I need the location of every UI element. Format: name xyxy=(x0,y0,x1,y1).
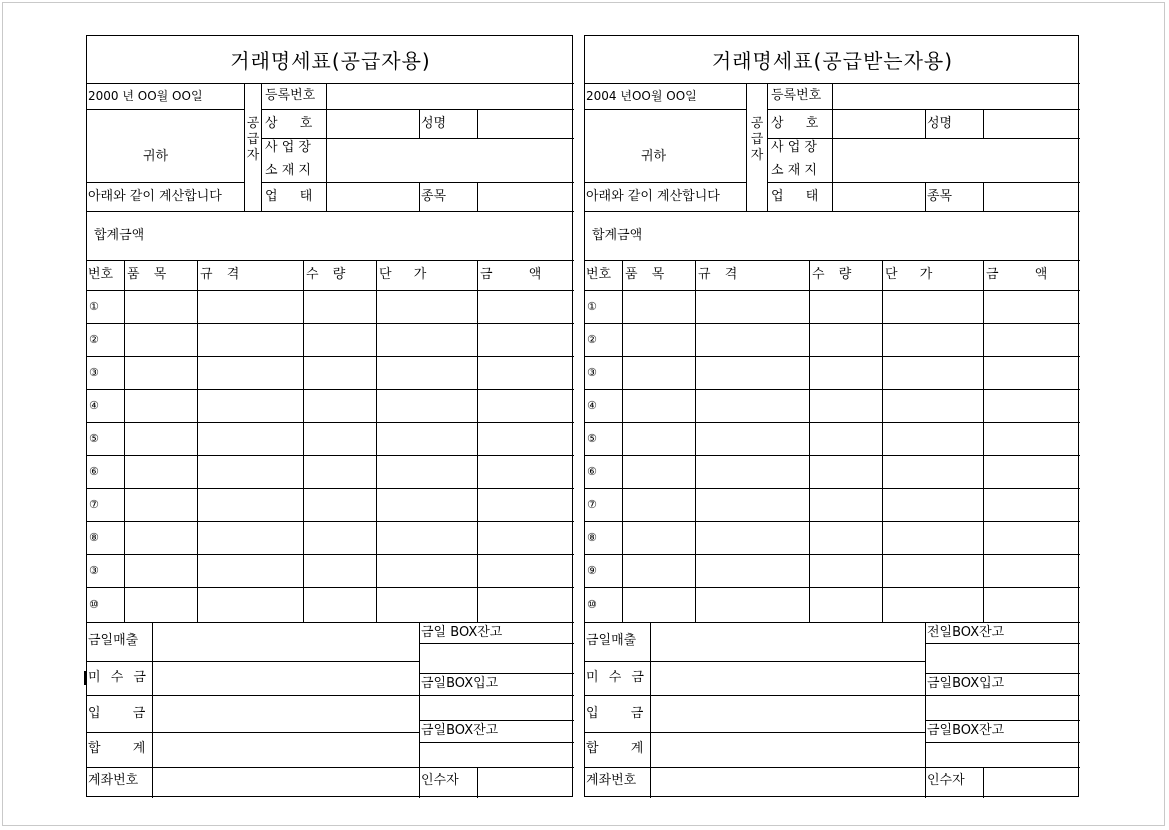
box-balance-today-label: 금일BOX잔고 xyxy=(927,723,1005,738)
receiver-label: 인수자 xyxy=(421,773,459,788)
column-header-spec: 규 격 xyxy=(200,267,245,282)
account-no-label: 계좌번호 xyxy=(586,773,637,788)
row-number: ③ xyxy=(89,564,99,577)
form-title: 거래명세표(공급받는자용) xyxy=(711,49,954,73)
divider xyxy=(585,455,1080,456)
box-in-label: 금일BOX입고 xyxy=(927,676,1005,691)
divider xyxy=(87,422,574,423)
divider xyxy=(87,488,574,489)
row-number: ⑦ xyxy=(89,498,99,511)
row-number: ⑩ xyxy=(89,598,99,611)
divider xyxy=(622,260,623,622)
divider xyxy=(87,695,419,696)
item-label: 종목 xyxy=(927,189,953,204)
row-number: ④ xyxy=(89,399,99,412)
column-header-no: 번호 xyxy=(586,267,612,282)
column-header-amount: 금 액 xyxy=(986,267,1064,282)
name-label: 성명 xyxy=(927,116,953,131)
receivable-label: 미 수 금 xyxy=(88,670,149,685)
divider xyxy=(87,109,244,110)
divider xyxy=(303,260,304,622)
column-header-no: 번호 xyxy=(88,267,114,282)
row-number: ⑩ xyxy=(587,598,597,611)
divider xyxy=(376,260,377,622)
total-amount-label: 합계금액 xyxy=(592,228,643,243)
divider xyxy=(87,290,574,291)
divider xyxy=(419,182,420,211)
divider xyxy=(87,622,574,623)
name-label: 성명 xyxy=(421,116,447,131)
divider xyxy=(87,83,574,84)
box-balance-prev-label: 전일BOX잔고 xyxy=(927,625,1005,640)
row-number: ④ xyxy=(587,399,597,412)
company-label: 상 호 xyxy=(265,116,322,131)
divider xyxy=(925,673,1080,674)
divider xyxy=(419,673,574,674)
date-text: 2004 년OO월 OO일 xyxy=(586,89,697,103)
divider xyxy=(326,83,327,211)
divider xyxy=(925,695,1080,696)
statement-text: 아래와 같이 계산합니다 xyxy=(586,189,720,204)
box-balance-today-label: 금일BOX잔고 xyxy=(421,723,499,738)
sum-label: 합 계 xyxy=(586,741,658,756)
divider xyxy=(767,182,1080,183)
divider xyxy=(585,356,1080,357)
column-header-item: 품 목 xyxy=(625,267,670,282)
total-amount-label: 합계금액 xyxy=(94,228,145,243)
divider xyxy=(419,742,574,743)
divider xyxy=(197,260,198,622)
divider xyxy=(261,182,574,183)
column-header-amount: 금 액 xyxy=(480,267,558,282)
divider xyxy=(585,767,1080,768)
divider xyxy=(585,521,1080,522)
form-title: 거래명세표(공급자용) xyxy=(230,49,431,73)
receiver-label: 인수자 xyxy=(927,773,965,788)
account-no-label: 계좌번호 xyxy=(88,773,139,788)
address-label-2: 소 재 지 xyxy=(771,163,817,178)
row-number: ⑥ xyxy=(89,465,99,478)
divider xyxy=(585,422,1080,423)
divider xyxy=(87,323,574,324)
divider xyxy=(261,138,574,139)
divider xyxy=(983,182,984,211)
divider xyxy=(585,695,925,696)
divider xyxy=(419,622,420,798)
statement-supplier-copy xyxy=(86,35,573,797)
divider xyxy=(419,109,420,138)
reg-no-label: 등록번호 xyxy=(771,88,822,103)
divider xyxy=(983,260,984,622)
divider xyxy=(767,109,1080,110)
sum-label: 합 계 xyxy=(88,741,160,756)
divider xyxy=(477,767,478,798)
address-label-2: 소 재 지 xyxy=(265,163,311,178)
divider xyxy=(261,83,262,211)
divider xyxy=(87,767,574,768)
row-number: ⑤ xyxy=(587,432,597,445)
box-balance-label: 금일 BOX잔고 xyxy=(421,625,503,640)
row-number: ① xyxy=(587,300,597,313)
divider xyxy=(87,389,574,390)
date-text: 2000 년 OO월 OO일 xyxy=(88,89,203,103)
statement-text: 아래와 같이 계산합니다 xyxy=(88,189,222,204)
divider xyxy=(585,587,1080,588)
divider xyxy=(87,260,574,261)
divider xyxy=(585,488,1080,489)
divider xyxy=(585,182,746,183)
divider xyxy=(809,260,810,622)
divider xyxy=(983,767,984,798)
divider xyxy=(983,109,984,138)
business-type-label: 업 태 xyxy=(771,189,828,204)
box-in-label: 금일BOX입고 xyxy=(421,676,499,691)
receivable-label: 미 수 금 xyxy=(586,670,647,685)
divider xyxy=(585,622,1080,623)
supplier-label: 공 급 자 xyxy=(750,116,764,163)
divider xyxy=(585,661,925,662)
divider xyxy=(124,260,125,622)
row-number: ② xyxy=(89,333,99,346)
divider xyxy=(87,587,574,588)
divider xyxy=(925,720,1080,721)
divider xyxy=(585,109,746,110)
row-number: ⑧ xyxy=(89,531,99,544)
divider xyxy=(585,389,1080,390)
divider xyxy=(261,109,574,110)
divider xyxy=(87,211,574,212)
reg-no-label: 등록번호 xyxy=(265,88,316,103)
divider xyxy=(695,260,696,622)
divider xyxy=(87,182,244,183)
company-label: 상 호 xyxy=(771,116,828,131)
divider xyxy=(477,260,478,622)
divider xyxy=(585,290,1080,291)
divider xyxy=(419,695,574,696)
today-sales-label: 금일매출 xyxy=(586,633,637,648)
deposit-label: 입 금 xyxy=(88,706,160,721)
divider xyxy=(585,211,1080,212)
row-number: ② xyxy=(587,333,597,346)
row-number: ⑦ xyxy=(587,498,597,511)
divider xyxy=(925,643,1080,644)
divider xyxy=(925,622,926,798)
row-number: ⑧ xyxy=(587,531,597,544)
divider xyxy=(832,83,833,211)
divider xyxy=(87,521,574,522)
divider xyxy=(585,554,1080,555)
address-label-1: 사 업 장 xyxy=(771,140,817,155)
row-number: ⑥ xyxy=(587,465,597,478)
statement-receiver-copy xyxy=(584,35,1079,797)
column-header-price: 단 가 xyxy=(885,267,942,282)
column-header-item: 품 목 xyxy=(127,267,172,282)
divider xyxy=(419,643,574,644)
divider xyxy=(925,182,926,211)
row-number: ① xyxy=(89,300,99,313)
recipient-suffix: 귀하 xyxy=(641,149,667,164)
divider xyxy=(767,83,768,211)
today-sales-label: 금일매출 xyxy=(88,633,139,648)
divider xyxy=(585,323,1080,324)
business-type-label: 업 태 xyxy=(265,189,322,204)
divider xyxy=(585,732,925,733)
divider xyxy=(87,455,574,456)
column-header-spec: 규 격 xyxy=(698,267,743,282)
deposit-label: 입 금 xyxy=(586,706,658,721)
row-number: ③ xyxy=(89,366,99,379)
recipient-suffix: 귀하 xyxy=(143,149,169,164)
divider xyxy=(87,732,419,733)
divider xyxy=(477,109,478,138)
divider xyxy=(767,138,1080,139)
divider xyxy=(585,260,1080,261)
divider xyxy=(925,109,926,138)
column-header-qty: 수 량 xyxy=(812,267,857,282)
divider xyxy=(882,260,883,622)
divider xyxy=(87,356,574,357)
divider xyxy=(477,182,478,211)
divider xyxy=(87,554,574,555)
divider xyxy=(87,661,419,662)
column-header-price: 단 가 xyxy=(379,267,436,282)
divider xyxy=(925,742,1080,743)
supplier-label: 공 급 자 xyxy=(246,116,260,163)
row-number: ⑨ xyxy=(587,564,597,577)
divider xyxy=(419,720,574,721)
row-number: ⑤ xyxy=(89,432,99,445)
row-number: ③ xyxy=(587,366,597,379)
item-label: 종목 xyxy=(421,189,447,204)
address-label-1: 사 업 장 xyxy=(265,140,311,155)
column-header-qty: 수 량 xyxy=(306,267,351,282)
